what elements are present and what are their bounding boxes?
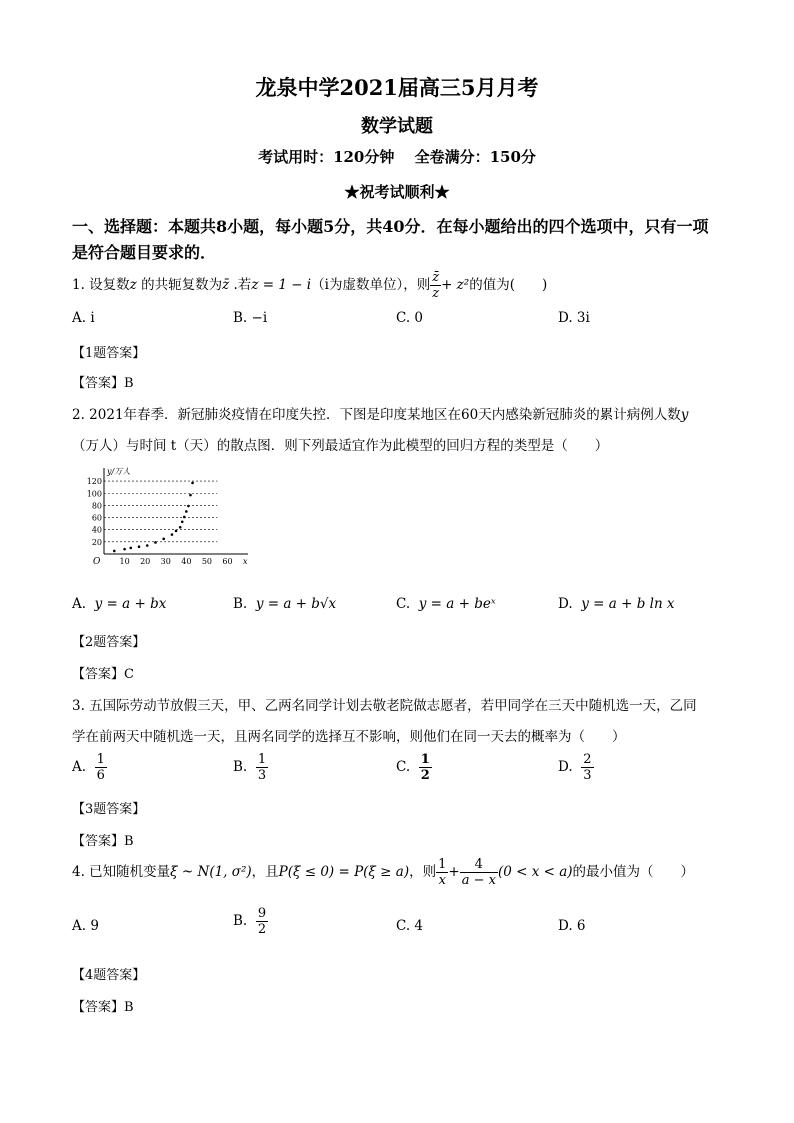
data-point: [191, 482, 194, 485]
q3-d-num: 2: [583, 752, 592, 767]
x-tick-label: 20: [140, 557, 151, 566]
y-tick-label: 40: [91, 525, 102, 535]
q3-option-b-fraction: [256, 752, 268, 783]
q1-plus-term: + z²: [441, 277, 470, 293]
chart-grid: [104, 481, 217, 542]
question-3-stem-line2: 学在前两天中随机选一天，且两名同学的选择互不影响，则他们在同一天去的概率为（ ）: [72, 729, 626, 745]
q4-f2-den: a − x: [461, 873, 496, 888]
q1-fraction-num: z̄: [432, 270, 440, 285]
scatter-plot: [84, 464, 254, 576]
q2-option-d-label: D.: [558, 596, 573, 612]
q3-answer-tag: 【3题答案】: [72, 802, 146, 817]
q4-distribution: ξ ~ N(1, σ²): [170, 864, 252, 880]
q1-option-a: A. i: [72, 310, 95, 326]
q3-option-c: [396, 752, 432, 783]
x-tick-label: 10: [119, 557, 130, 566]
x-axis-label: x: [243, 557, 248, 566]
q4-f1-den: x: [438, 873, 446, 888]
q4-text-mid2: ，则: [409, 864, 437, 880]
section-heading-line2: 是符合题目要求的．: [72, 243, 217, 262]
q2-option-c: [396, 596, 496, 612]
data-point: [179, 526, 182, 529]
question-4-stem: [72, 857, 694, 888]
q4-fraction-1: [436, 857, 448, 888]
data-point: [175, 530, 178, 533]
q2-answer: 【答案】C: [72, 667, 134, 682]
q1-equation: z = 1 − i: [251, 277, 312, 293]
q1-option-d: D. 3i: [558, 310, 590, 326]
data-point: [129, 547, 132, 550]
q4-condition: P(ξ ≤ 0) = P(ξ ≥ a): [278, 864, 410, 880]
q4-option-a: A. 9: [72, 918, 99, 934]
question-1-stem: [72, 270, 547, 301]
q1-z: z: [129, 277, 137, 293]
q4-f2-num: 4: [460, 857, 498, 873]
q1-option-c: C. 0: [396, 310, 424, 326]
q3-d-den: 3: [583, 768, 592, 783]
q3-answer: 【答案】B: [72, 834, 134, 849]
origin-label: O: [93, 557, 101, 567]
q4-text-pre: 4. 已知随机变量: [72, 864, 171, 880]
y-tick-label: 20: [91, 537, 102, 547]
q1-text-mid3: （i为虚数单位），则: [311, 277, 431, 293]
data-point: [183, 516, 186, 519]
q4-f1-num: 1: [438, 857, 447, 872]
q3-option-a-label: A.: [72, 759, 87, 775]
x-tick-label: 60: [222, 557, 233, 566]
q3-b-den: 3: [257, 768, 267, 783]
q3-b-num: 1: [257, 752, 267, 767]
q4-range: (0 < x < a): [497, 864, 573, 880]
q3-option-c-label: C.: [396, 759, 411, 775]
q2-option-c-label: C.: [396, 596, 411, 612]
x-tick-label: 30: [160, 557, 171, 566]
q2-answer-tag: 【2题答案】: [72, 635, 146, 650]
q1-answer-tag: 【1题答案】: [72, 346, 146, 361]
question-2-stem-line2: （万人）与时间 t（天）的散点图．则下列最适宜作为此模型的回归方程的类型是（ ）: [72, 438, 609, 454]
data-point: [171, 533, 174, 536]
section-heading-line1: 一、选择题：本题共8小题，每小题5分，共40分．在每小题给出的四个选项中，只有一项: [72, 217, 709, 236]
q1-fraction-den: z: [432, 286, 440, 301]
y-axis-label: y/万人: [107, 467, 131, 476]
q3-c-num: 1: [420, 752, 430, 767]
y-tick-label: 120: [86, 477, 102, 487]
data-point: [185, 510, 188, 513]
y-tick-label: 80: [91, 501, 102, 511]
q2-text-line1: 2. 2021年春季．新冠肺炎疫情在印度失控．下图是印度某地区在60天内感染新冠肺炎的累计病例人数: [72, 407, 681, 423]
q3-option-a: [72, 752, 107, 783]
q1-text-pre: 1. 设复数: [72, 277, 130, 293]
q4-text-mid: ，且: [251, 864, 279, 880]
q3-c-den: 2: [420, 768, 430, 783]
q2-option-d: [558, 596, 675, 612]
q3-option-c-fraction: [419, 752, 432, 783]
exam-title: 龙泉中学2021届高三5月月考: [255, 75, 539, 100]
q2-option-a: [72, 596, 166, 612]
q4-option-b: [233, 906, 268, 937]
data-point: [187, 505, 190, 508]
q2-y-var: y: [680, 407, 689, 423]
data-point: [123, 548, 126, 551]
q2-option-d-formula: y = a + b ln x: [581, 596, 675, 612]
q4-option-b-label: B.: [233, 913, 248, 929]
q4-b-den: 2: [257, 922, 267, 937]
data-point: [162, 538, 165, 541]
x-tick-label: 50: [201, 557, 213, 566]
q1-text-mid1: 的共轭复数为: [136, 277, 223, 293]
y-tick-label: 100: [86, 489, 102, 499]
q1-text-mid2: .若: [229, 277, 252, 293]
q1-answer: 【答案】B: [72, 376, 134, 391]
q3-a-num: 1: [96, 752, 105, 767]
q2-option-a-formula: y = a + bx: [94, 596, 167, 612]
q4-option-c: C. 4: [396, 918, 424, 934]
q4-fraction-2: [460, 857, 498, 888]
x-tick-label: 40: [181, 557, 192, 566]
data-point: [138, 545, 141, 548]
question-3-stem-line1: 3. 五国际劳动节放假三天，甲、乙两名同学计划去敬老院做志愿者，若甲同学在三天中随机选一天，乙同: [72, 698, 697, 714]
q3-option-a-fraction: [95, 752, 107, 783]
y-tick-label: 60: [91, 513, 102, 523]
q4-option-d: D. 6: [558, 918, 586, 934]
data-point: [181, 521, 184, 524]
q3-option-d-label: D.: [558, 759, 573, 775]
exam-info: 考试用时：120分钟 全卷满分：150分: [258, 148, 536, 166]
question-2-stem-line1: [72, 403, 688, 423]
q3-option-d: [558, 752, 594, 783]
q1-text-post: 的值为( ): [469, 277, 548, 293]
q3-a-den: 6: [96, 768, 105, 783]
data-point: [146, 544, 149, 547]
q4-b-num: 9: [257, 906, 267, 921]
exam-subject: 数学试题: [361, 116, 433, 137]
q2-option-a-label: A.: [72, 596, 87, 612]
q2-option-b-label: B.: [233, 596, 248, 612]
chart-ticks: [87, 477, 233, 566]
q4-option-b-fraction: [256, 906, 268, 937]
q1-option-b: B. −i: [233, 310, 268, 326]
data-point: [113, 550, 116, 553]
q4-plus: +: [448, 864, 460, 880]
q3-option-b: [233, 752, 268, 783]
q2-option-b: [233, 596, 336, 612]
q2-option-b-formula: y = a + b√x: [255, 596, 337, 612]
q1-zbar: z̄: [222, 277, 230, 293]
q1-fraction: [430, 270, 441, 301]
data-point: [189, 494, 192, 497]
q4-answer: 【答案】B: [72, 1000, 134, 1015]
exam-wish: ★祝考试顺利★: [344, 183, 450, 201]
q4-text-post: 的最小值为（ ）: [572, 864, 695, 880]
q2-option-c-formula: y = a + beˣ: [418, 596, 496, 612]
q4-answer-tag: 【4题答案】: [72, 968, 146, 983]
q3-option-b-label: B.: [233, 759, 248, 775]
q3-option-d-fraction: [581, 752, 593, 783]
data-point: [154, 541, 157, 544]
